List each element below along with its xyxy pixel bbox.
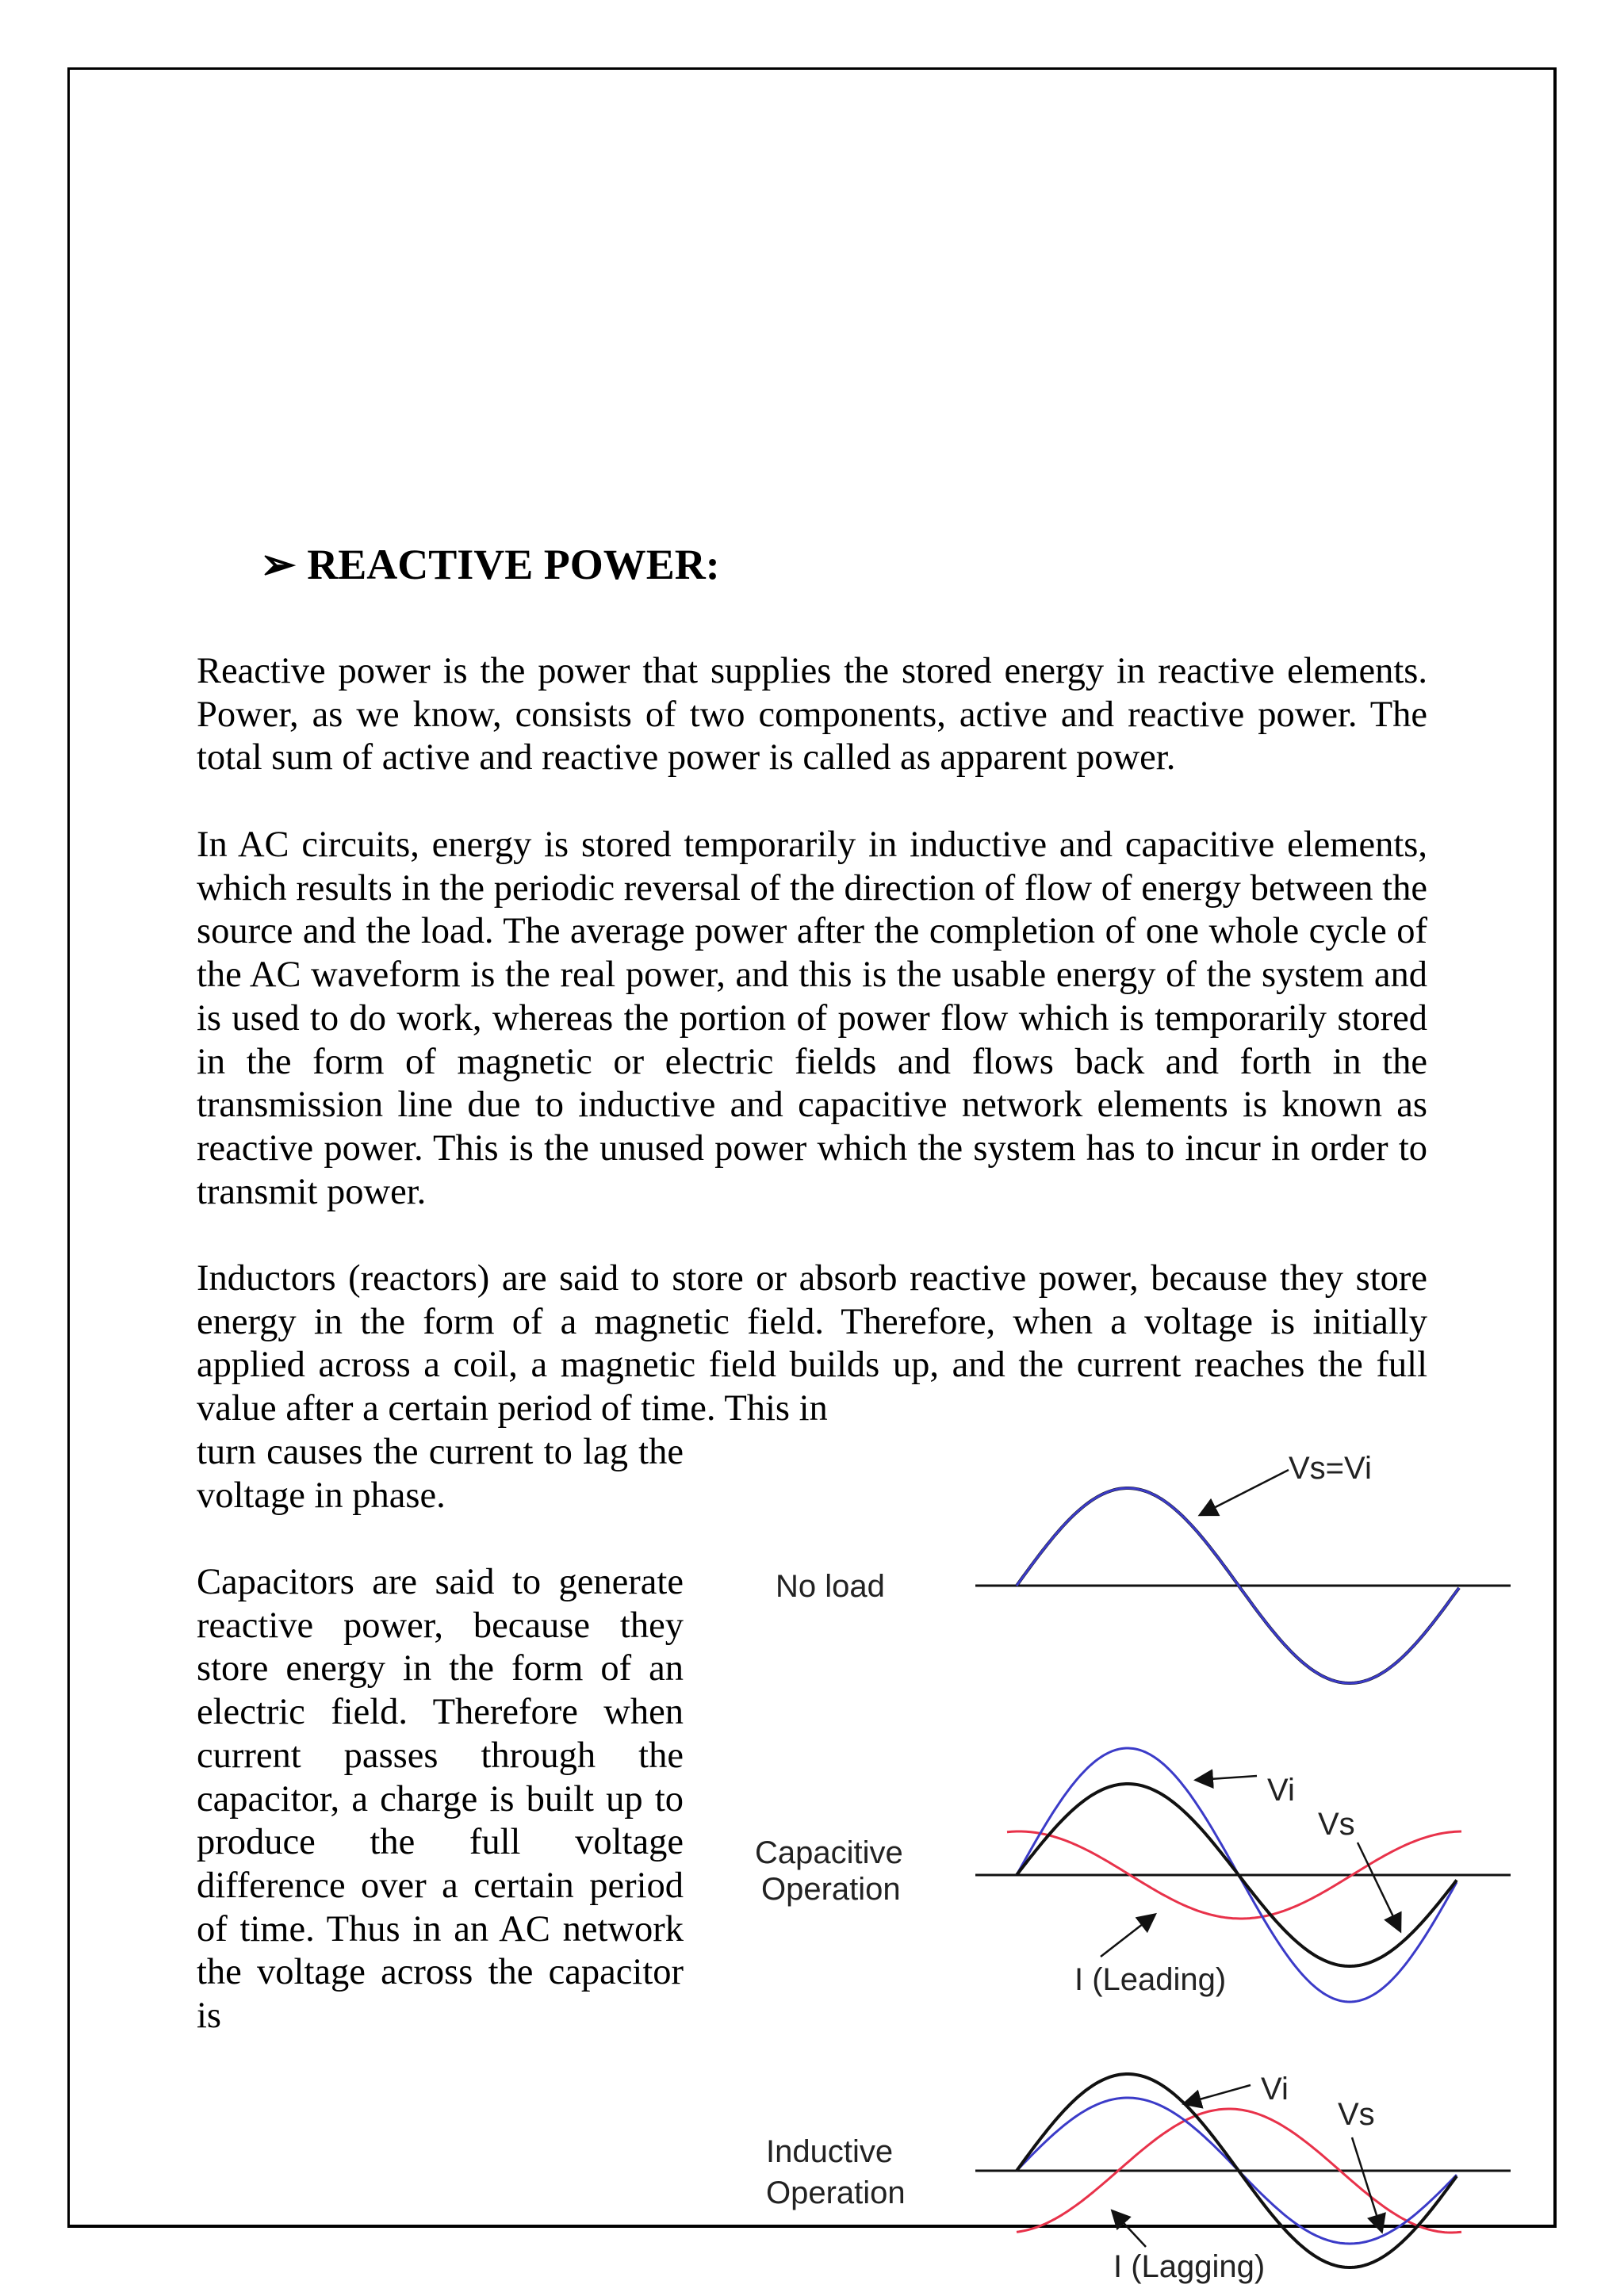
capacitive-current-arrow-icon bbox=[1101, 1915, 1154, 1957]
inductive-current-arrow-icon bbox=[1113, 2212, 1146, 2247]
inductive-current-label: I (Lagging) bbox=[1113, 2249, 1266, 2284]
paragraph-inductors-tail: turn causes the current to lag the voltage in phase. bbox=[197, 1432, 684, 1516]
capacitive-current-label: I (Leading) bbox=[1074, 1962, 1227, 1997]
capacitive-label-line1: Capacitive bbox=[755, 1835, 903, 1870]
inductive-label-line1: Inductive bbox=[766, 2134, 894, 2169]
paragraph-definition: Reactive power is the power that supplies the stored energy in reactive elements. Power, as we know, consists of two components, active and reactive power. The total sum of active and reactive power is called as apparent power. bbox=[197, 651, 1427, 779]
paragraph-capacitors: Capacitors are said to generate reactive power, because they store energy in the form of an electric field. Therefore when current passes through the capacitor, a charge is built up to produce the full voltage difference over a certain period of time. Thus in an AC network the voltage across the capacitor is bbox=[197, 1562, 684, 2037]
paragraph-inductors-line-a: Inductors (reactors) are said to store or absorb reactive power, because they store energy in the form of a magnetic field. Therefore, when a voltage is initially applied across a coil, a magnetic field builds up, and the current reaches the full value after a certain period of time. This in bbox=[197, 1258, 1427, 1429]
capacitive-vs-label: Vs bbox=[1318, 1807, 1355, 1842]
capacitive-vs-arrow-icon bbox=[1358, 1843, 1400, 1930]
inductive-vs-label: Vs bbox=[1338, 2097, 1375, 2132]
no-load-label: No load bbox=[776, 1569, 885, 1604]
inductive-label-line2: Operation bbox=[766, 2175, 906, 2210]
capacitive-vi-arrow-icon bbox=[1197, 1776, 1257, 1780]
capacitive-vi-label: Vi bbox=[1267, 1773, 1295, 1808]
phase-diagram bbox=[737, 1451, 1530, 2291]
no-load-arrow-icon bbox=[1201, 1470, 1289, 1514]
capacitive-label-line2: Operation bbox=[761, 1872, 901, 1907]
inductive-vi-arrow-icon bbox=[1185, 2085, 1251, 2103]
no-load-annotation: Vs=Vi bbox=[1289, 1451, 1372, 1486]
arrow-bullet-icon: ➢ bbox=[260, 541, 297, 588]
paragraph-ac-circuits: In AC circuits, energy is stored temporarily in inductive and capacitive elements, which results in the periodic reversal of the direction of flow of energy between the source and the load. The average power after the completion of one whole cycle of the AC waveform is the real power, and this is the usable energy of the system and is used to do work, whereas the portion of power flow which is temporarily stored in the form of magnetic or electric fields and flows back and forth in the transmission line due to inductive and capacitive network elements is known as reactive power. This is the unused power which the system has to incur in order to transmit power. bbox=[197, 825, 1427, 1212]
inductive-vi-label: Vi bbox=[1261, 2072, 1289, 2107]
section-heading bbox=[260, 539, 720, 589]
heading-text: REACTIVE POWER: bbox=[307, 541, 720, 588]
paragraph-inductors bbox=[197, 1257, 1427, 1431]
